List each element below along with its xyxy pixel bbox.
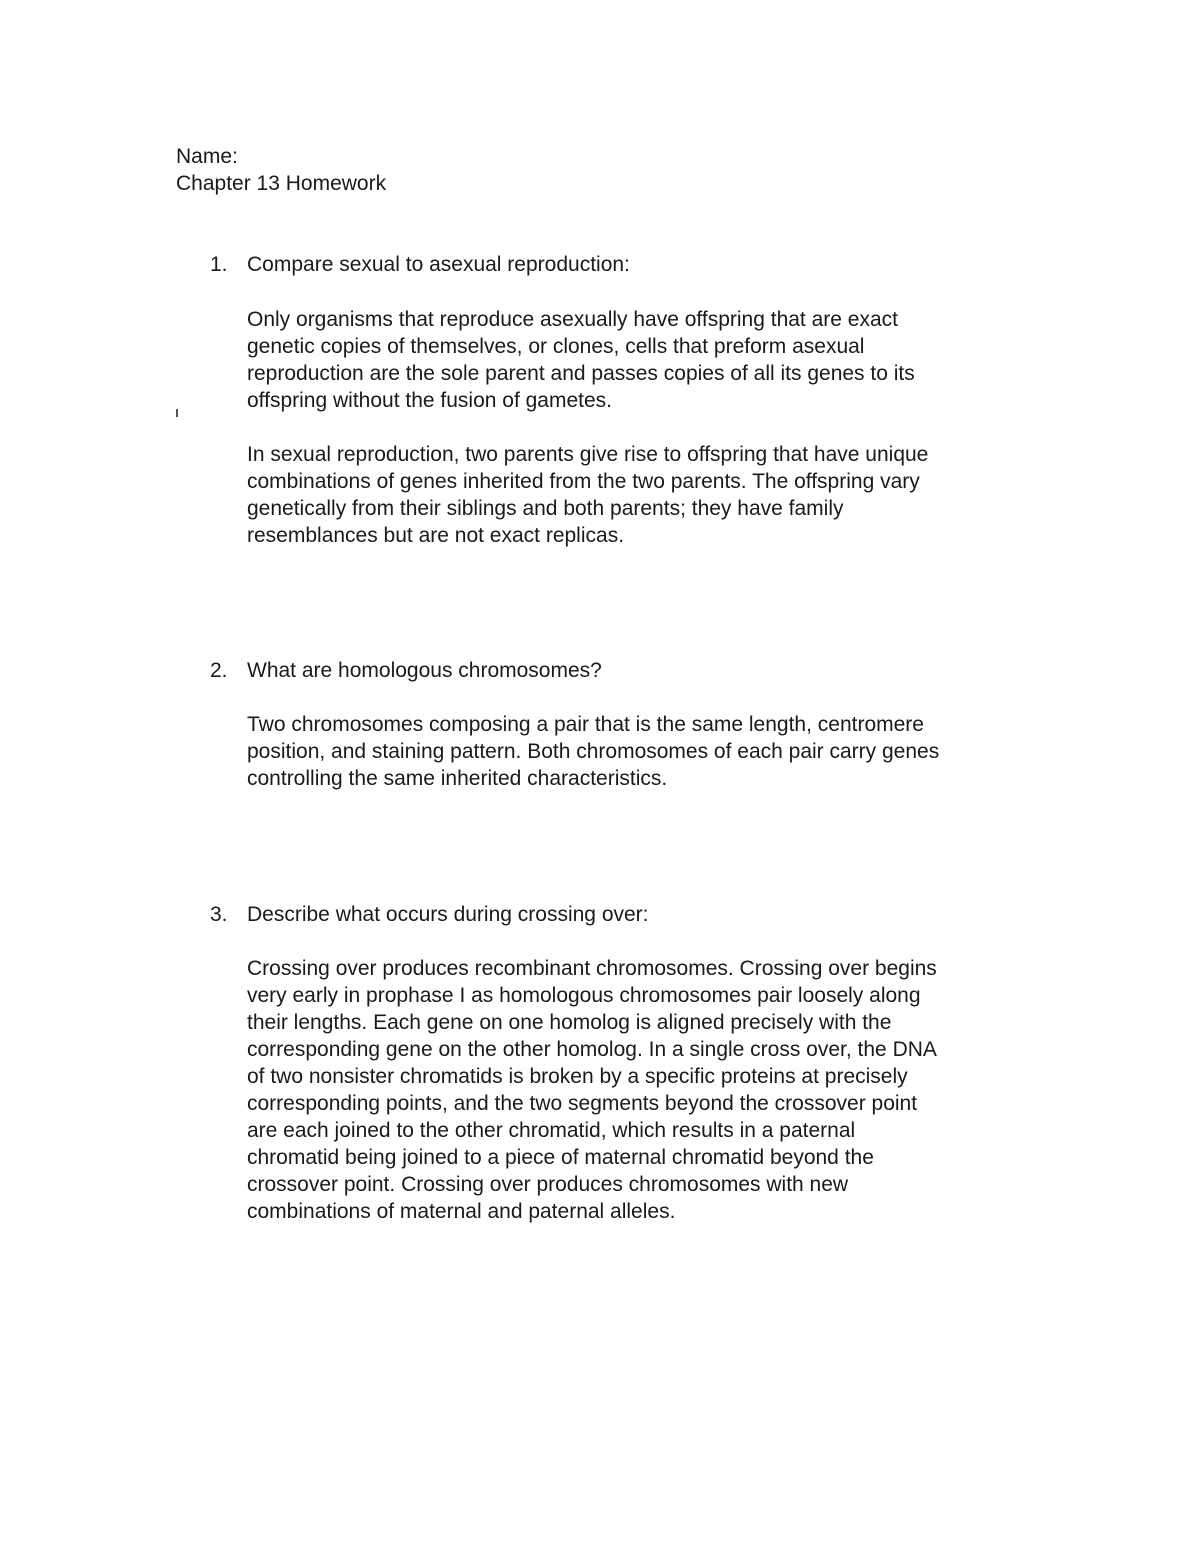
answer-line: chromatid being joined to a piece of maternal chromatid beyond the xyxy=(247,1146,874,1169)
answer-line: In sexual reproduction, two parents give rise to offspring that have unique xyxy=(247,443,929,466)
answer-line: position, and staining pattern. Both chromosomes of each pair carry genes xyxy=(247,740,940,763)
question-1-answer-asexual xyxy=(247,306,1047,414)
answer-line: reproduction are the sole parent and passes copies of all its genes to its xyxy=(247,362,915,385)
question-1-number: 1. xyxy=(210,253,228,276)
answer-line: Crossing over produces recombinant chromosomes. Crossing over begins xyxy=(247,957,937,980)
answer-line: Two chromosomes composing a pair that is the same length, centromere xyxy=(247,713,924,736)
answer-line: resemblances but are not exact replicas. xyxy=(247,524,625,547)
question-3-answer xyxy=(247,955,1047,1225)
document-title: Chapter 13 Homework xyxy=(176,172,387,195)
answer-line: combinations of maternal and paternal alleles. xyxy=(247,1200,676,1223)
question-3-prompt: Describe what occurs during crossing over: xyxy=(247,903,649,926)
answer-line: corresponding gene on the other homolog. In a single cross over, the DNA xyxy=(247,1038,937,1061)
answer-line: are each joined to the other chromatid, which results in a paternal xyxy=(247,1119,856,1142)
answer-line: corresponding points, and the two segments beyond the crossover point xyxy=(247,1092,918,1115)
question-1-prompt: Compare sexual to asexual reproduction: xyxy=(247,253,630,276)
answer-line: combinations of genes inherited from the two parents. The offspring vary xyxy=(247,470,920,493)
answer-line: controlling the same inherited characteristics. xyxy=(247,767,668,790)
name-label: Name: xyxy=(176,145,238,168)
answer-line: very early in prophase I as homologous chromosomes pair loosely along xyxy=(247,984,921,1007)
question-1-answer-sexual xyxy=(247,441,1047,549)
answer-line: genetically from their siblings and both parents; they have family xyxy=(247,497,844,520)
answer-line: Only organisms that reproduce asexually have offspring that are exact xyxy=(247,308,898,331)
question-3-number: 3. xyxy=(210,903,228,926)
answer-line: offspring without the fusion of gametes. xyxy=(247,389,612,412)
question-2-answer xyxy=(247,711,1047,792)
stray-mark xyxy=(176,409,178,417)
answer-line: of two nonsister chromatids is broken by a specific proteins at precisely xyxy=(247,1065,908,1088)
answer-line: crossover point. Crossing over produces chromosomes with new xyxy=(247,1173,849,1196)
answer-line: genetic copies of themselves, or clones, cells that preform asexual xyxy=(247,335,865,358)
question-2-prompt: What are homologous chromosomes? xyxy=(247,659,602,682)
answer-line: their lengths. Each gene on one homolog is aligned precisely with the xyxy=(247,1011,892,1034)
question-2-number: 2. xyxy=(210,659,228,682)
